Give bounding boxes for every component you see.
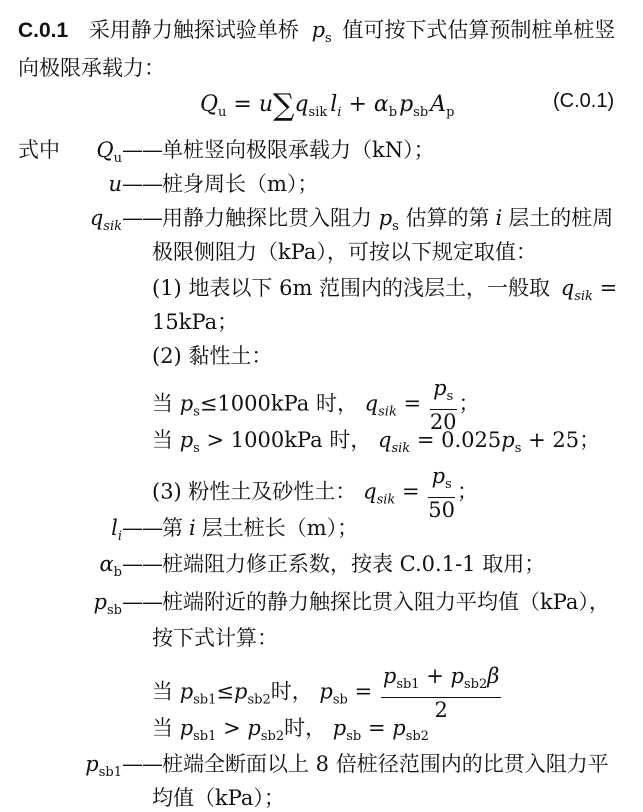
def-psb1-line2: 均值（kPa）； (152, 786, 285, 810)
ps-sub: s (325, 31, 332, 46)
where-label: 式中 (18, 138, 60, 162)
def-qsik-item1: (1) 地表以下 6m 范围内的浅层土，一般取 $q_{sik}$ = (152, 276, 618, 304)
fraction-ps-50: $\frac{p_s}{50}$ (428, 464, 455, 522)
def-li: $l_i——$第 i 层土桩长（m）； (111, 516, 359, 544)
def-psb-line2: 按下式计算： (152, 626, 278, 650)
def-psb1-line1: $p_{sb1}——$桩端全断面以上 8 倍桩径范围内的比贯入阻力平 (85, 752, 609, 780)
def-Qu: $Q_u——$单桩竖向极限承载力（kN）； (96, 138, 435, 166)
clause-intro-b: 值可按下式估算预制桩单桩竖 (342, 18, 616, 42)
def-psb-case1: 当 $p_{sb1}\le p_{sb2}$时， $p_{sb}$ = $\frac{p_{sb1} + p_{sb2}\beta}{2}$ (152, 664, 500, 722)
def-qsik-case2: 当 $p_s > 1000kPa$ 时， $q_{sik} = 0.025p_s + 25$； (152, 428, 601, 456)
clause-number: C.0.1 (18, 19, 69, 42)
def-qsik-item2: (2) 黏性土： (152, 344, 273, 368)
formula-number: (C.0.1) (553, 90, 615, 112)
main-formula: $Q_u = u\sum q_{sik}$ $l_i + \alpha_bp_{sb}A_p$ (200, 88, 455, 123)
def-qsik-line2: 极限侧阻力（kPa），可按以下规定取值： (152, 240, 537, 264)
def-u: u——桩身周长（m）； (108, 172, 319, 196)
def-alphab: $\alpha_b——$桩端阻力修正系数，按表 C.0.1-1 取用； (99, 552, 546, 580)
def-qsik-case1: 当 $p_s\le 1000kPa$ 时， $q_{sik}$ = $\frac{p_s}{20}$ ； (152, 376, 480, 434)
def-qsik-item1-value: 15kPa； (152, 310, 239, 334)
clause-intro-a: 采用静力触探试验单桥 (88, 18, 299, 42)
def-psb-case2: 当 $p_{sb1} > p_{sb2}$时， $p_{sb} = p_{sb2}$ (152, 716, 429, 744)
def-psb-line1: $p_{sb}——$桩端附近的静力触探比贯入阻力平均值（kPa）， (93, 590, 610, 618)
sum-symbol: ∑ (273, 88, 295, 123)
clause-line-1 (18, 14, 615, 46)
ps-symbol: p (311, 18, 326, 42)
fraction-psb: $\frac{p_{sb1} + p_{sb2}\beta}{2}$ (382, 664, 500, 722)
def-qsik-item3: (3) 粉性土及砂性土： $q_{sik}$ = $\frac{p_s}{50}$ ； (152, 464, 478, 522)
def-qsik-line1: $q_{sik}——$用静力触探比贯入阻力 $p_s$ 估算的第 i 层土的桩周 (89, 206, 614, 234)
fraction-ps-20: $\frac{p_s}{20}$ (429, 376, 457, 434)
clause-line-2: 向极限承载力： (18, 56, 165, 80)
